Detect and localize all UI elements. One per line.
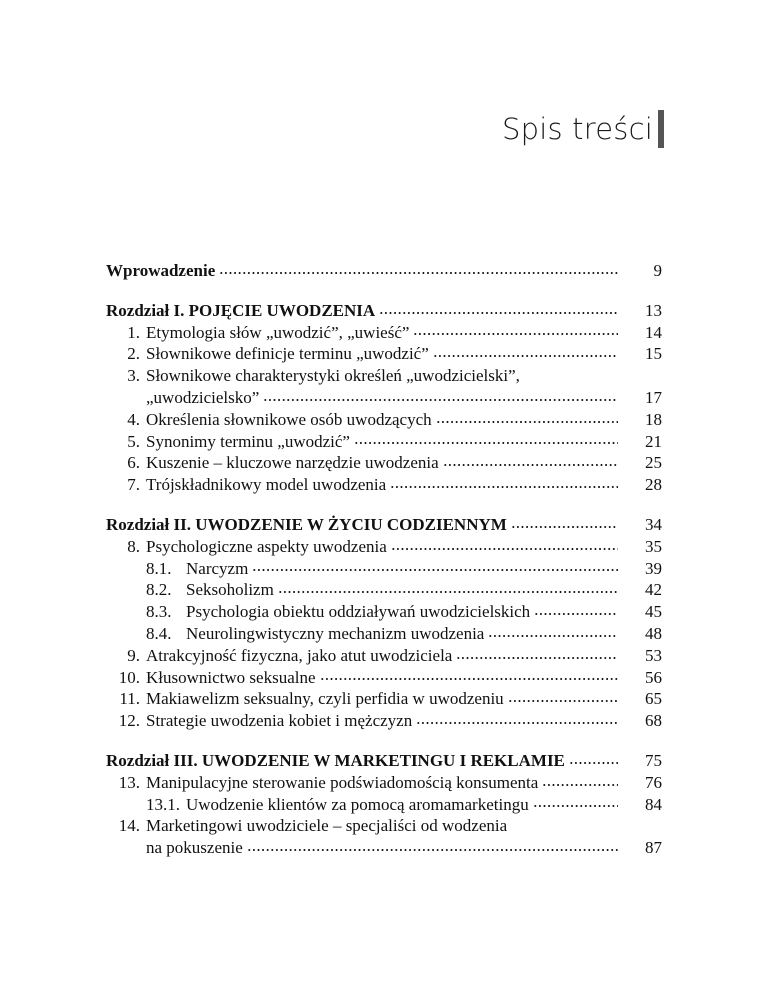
dot-leader [247, 846, 618, 854]
toc-section-chapter-2 [106, 514, 662, 732]
toc-entry-label: Synonimy terminu „uwodzić” [146, 431, 350, 451]
toc-entry-label: Kłusownictwo seksualne [146, 667, 316, 687]
toc-page-number: 18 [645, 409, 662, 429]
toc-page-number: 35 [645, 536, 662, 556]
toc-entry[interactable] [106, 667, 662, 689]
toc-page-number: 39 [645, 558, 662, 578]
toc-entry[interactable] [106, 452, 662, 474]
toc-subentry[interactable] [106, 794, 662, 816]
toc-subentry[interactable] [106, 579, 662, 601]
dot-leader [263, 396, 618, 404]
toc-page-number: 87 [645, 838, 662, 858]
toc-entry-label: Słownikowe definicje terminu „uwodzić” [146, 344, 429, 364]
dot-leader [413, 330, 618, 338]
toc-page-number: 28 [645, 475, 662, 495]
dot-leader [433, 352, 618, 360]
toc-page-number: 75 [645, 750, 662, 770]
toc-page-number: 13 [645, 300, 662, 320]
toc-entry-label: Słownikowe charakterystyki określeń „uwodzicielski”, [146, 366, 520, 386]
toc-entry[interactable] [106, 431, 662, 453]
toc-page-number: 53 [645, 645, 662, 665]
toc-subentry[interactable] [106, 623, 662, 645]
dot-leader [488, 632, 618, 640]
toc-entry[interactable] [106, 322, 662, 344]
toc-entry-label: Atrakcyjność fizyczna, jako atut uwodziciela [146, 645, 453, 665]
dot-leader [390, 483, 618, 491]
toc-entry-number: 13.1. [146, 794, 180, 814]
toc-entry-label: Wprowadzenie [106, 261, 216, 280]
toc-section-intro [106, 260, 662, 282]
toc-entry-label: Psychologiczne aspekty uwodzenia [146, 536, 387, 556]
toc-page-number: 21 [645, 431, 662, 451]
toc-page-number: 68 [645, 711, 662, 731]
toc-entry-number: 9. [127, 645, 140, 665]
toc-section-chapter-3 [106, 750, 662, 859]
toc-entry[interactable] [106, 772, 662, 794]
dot-leader [354, 439, 618, 447]
toc-entry[interactable] [106, 645, 662, 667]
toc-entry-label: Psychologia obiektu oddziaływań uwodzicielskich [186, 602, 531, 622]
toc-entry-number: 8.4. [146, 623, 172, 643]
dot-leader [542, 781, 618, 789]
toc-entry-label: Manipulacyjne sterowanie podświadomością konsumenta [146, 772, 539, 792]
toc-entry[interactable] [106, 815, 662, 837]
toc-entry-label: Określenia słownikowe osób uwodzących [146, 409, 432, 429]
dot-leader [379, 309, 618, 317]
dot-leader [252, 566, 618, 574]
toc-entry-number: 2. [127, 344, 140, 364]
toc-chapter-heading[interactable] [106, 300, 662, 322]
toc-entry-number: 10. [118, 667, 140, 687]
toc-entry-label: Narcyzm [186, 558, 249, 578]
toc-entry[interactable] [106, 710, 662, 732]
toc-chapter-heading[interactable] [106, 514, 662, 536]
toc-page-number: 15 [645, 344, 662, 364]
toc-entry-label-continued: na pokuszenie [146, 838, 243, 858]
toc-entry-number: 1. [127, 322, 140, 342]
toc-entry-continuation[interactable] [106, 837, 662, 859]
toc-entry-number: 8. [127, 536, 140, 556]
toc-entry-number: 12. [118, 711, 140, 731]
toc-entry[interactable] [106, 365, 662, 387]
toc-page-number: 84 [645, 794, 662, 814]
toc-entry-number: 6. [127, 453, 140, 473]
toc-entry-number: 8.3. [146, 602, 172, 622]
toc-entry-label: Marketingowi uwodziciele – specjaliści od wodzenia [146, 816, 508, 836]
dot-leader [436, 418, 618, 426]
dot-leader [416, 719, 618, 727]
toc-page-number: 14 [645, 322, 662, 342]
toc-entry-label: Rozdział II. UWODZENIE W ŻYCIU CODZIENNYM [106, 514, 507, 534]
toc-entry-label: Seksoholizm [186, 580, 274, 600]
toc-entry-number: 7. [127, 475, 140, 495]
toc-entry-number: 13. [118, 772, 140, 792]
dot-leader [508, 697, 618, 705]
toc-section-chapter-1 [106, 300, 662, 496]
dot-leader [534, 610, 618, 618]
dot-leader [391, 545, 618, 553]
toc-page-number: 25 [645, 453, 662, 473]
toc-entry[interactable] [106, 688, 662, 710]
toc-page-number: 76 [645, 772, 662, 792]
toc-chapter-heading[interactable] [106, 750, 662, 772]
toc-entry-label: Rozdział III. UWODZENIE W MARKETINGU I REKLAMIE [106, 750, 565, 770]
toc-entry-number: 3. [127, 366, 140, 386]
toc-page-number: 48 [645, 623, 662, 643]
toc-page-number: 34 [645, 514, 662, 534]
toc-subentry[interactable] [106, 558, 662, 580]
dot-leader [533, 802, 618, 810]
toc-entry-number: 4. [127, 409, 140, 429]
toc-entry-number: 14. [118, 816, 140, 836]
dot-leader [569, 759, 618, 767]
toc-entry-label: Rozdział I. POJĘCIE UWODZENIA [106, 300, 376, 320]
dot-leader [219, 269, 618, 277]
toc-entry-label-continued: „uwodzicielsko” [146, 387, 260, 407]
table-of-contents [106, 260, 662, 877]
toc-entry[interactable] [106, 260, 662, 282]
toc-subentry[interactable] [106, 601, 662, 623]
toc-page-number: 56 [645, 667, 662, 687]
toc-page-number: 45 [645, 602, 662, 622]
header-accent-bar [658, 110, 664, 148]
dot-leader [456, 654, 618, 662]
dot-leader [443, 461, 618, 469]
toc-entry-number: 11. [119, 689, 140, 709]
toc-entry-number: 8.1. [146, 558, 172, 578]
page-header [502, 110, 664, 148]
dot-leader [320, 675, 618, 683]
toc-entry-number: 5. [127, 431, 140, 451]
toc-entry[interactable] [106, 343, 662, 365]
toc-entry-label: Strategie uwodzenia kobiet i mężczyzn [146, 711, 413, 731]
toc-entry[interactable] [106, 536, 662, 558]
toc-page-number: 9 [653, 261, 662, 280]
toc-entry-label: Makiawelizm seksualny, czyli perfidia w uwodzeniu [146, 689, 504, 709]
page-title: Spis treści [501, 112, 653, 146]
toc-entry-continuation[interactable] [106, 387, 662, 409]
toc-entry-label: Neurolingwistyczny mechanizm uwodzenia [186, 623, 485, 643]
dot-leader [511, 523, 618, 531]
toc-entry-label: Trójskładnikowy model uwodzenia [146, 475, 387, 495]
toc-page-number: 17 [645, 387, 662, 407]
toc-entry-number: 8.2. [146, 580, 172, 600]
toc-entry-label: Kuszenie – kluczowe narzędzie uwodzenia [146, 453, 439, 473]
toc-page-number: 42 [645, 580, 662, 600]
dot-leader [278, 588, 618, 596]
toc-entry[interactable] [106, 474, 662, 496]
toc-page-number: 65 [645, 689, 662, 709]
toc-entry-label: Uwodzenie klientów za pomocą aromamarketingu [186, 794, 529, 814]
toc-entry-label: Etymologia słów „uwodzić”, „uwieść” [146, 322, 410, 342]
toc-entry[interactable] [106, 409, 662, 431]
